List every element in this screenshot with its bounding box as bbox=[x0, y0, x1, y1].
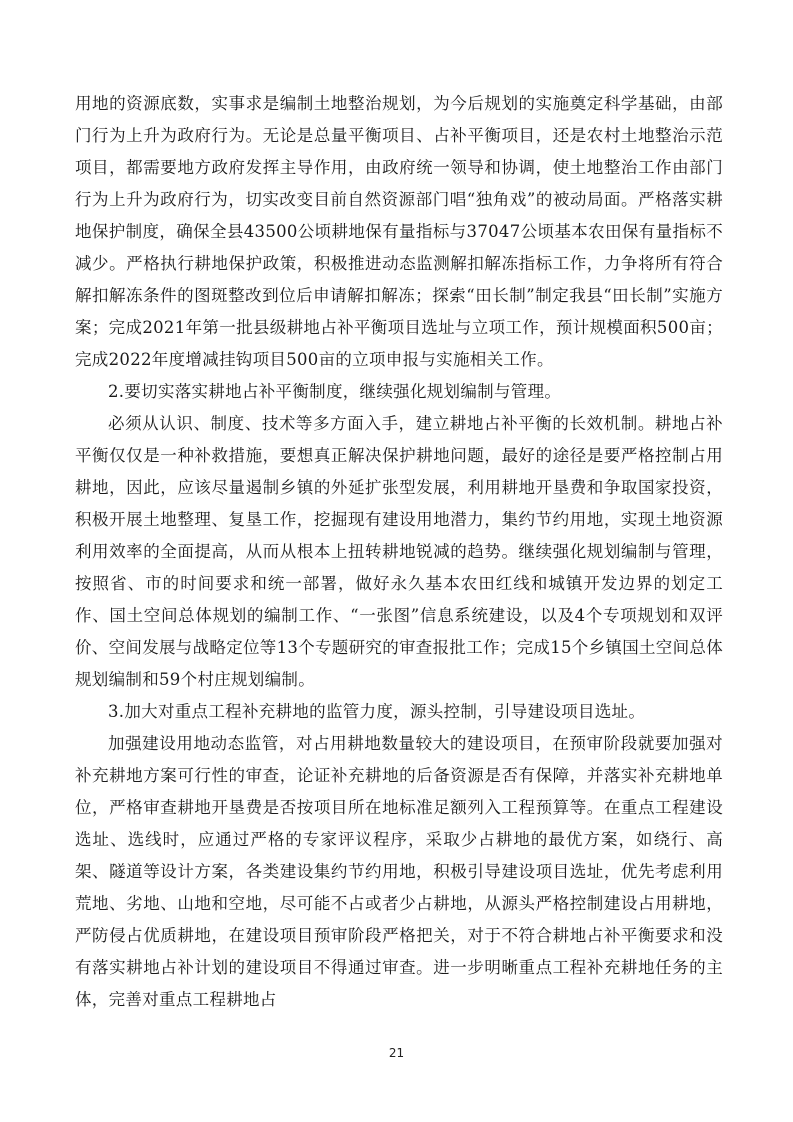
paragraph-continuation: 用地的资源底数，实事求是编制土地整治规划，为今后规划的实施奠定科学基础，由部门行为上升为政府行为。无论是总量平衡项目、占补平衡项目，还是农村土地整治示范项目，都需要地方政府发挥主导作用，由政府统一领导和协调，使土地整治工作由部门行为上升为政府行为，切实改变目前自然资源部门唱“独角戏”的被动局面。严格落实耕地保护制度，确保全县43500公顷耕地保有量指标与37047公顷基本农田保有量指标不减少。严格执行耕地保护政策，积极推进动态监测解扣解冻指标工作，力争将所有符合解扣解冻条件的图斑整改到位后申请解扣解冻；探索“田长制”制定我县“田长制”实施方案；完成2021年第一批县级耕地占补平衡项目选址与立项工作，预计规模面积500亩；完成2022年度增减挂钩项目500亩的立项申报与实施相关工作。 bbox=[75, 94, 723, 369]
section-heading-3: 3.加大对重点工程补充耕地的监管力度，源头控制，引导建设项目选址。 bbox=[108, 702, 646, 721]
paragraph-section-2: 必须从认识、制度、技术等多方面入手，建立耕地占补平衡的长效机制。耕地占补平衡仅仅是一种补救措施，要想真正解决保护耕地问题，最好的途径是要严格控制占用耕地，因此，应该尽量遏制乡镇的外延扩张型发展，利用耕地开垦费和争取国家投资，积极开展土地整理、复垦工作，挖掘现有建设用地潜力，集约节约用地，实现土地资源利用效率的全面提高，从而从根本上扭转耕地锐减的趋势。继续强化规划编制与管理，按照省、市的时间要求和统一部署，做好永久基本农田红线和城镇开发边界的划定工作、国土空间总体规划的编制工作、“一张图”信息系统建设，以及4个专项规划和双评价、空间发展与战略定位等13个专题研究的审查报批工作；完成15个乡镇国土空间总体规划编制和59个村庄规划编制。 bbox=[75, 414, 723, 689]
paragraph-section-3: 加强建设用地动态监管，对占用耕地数量较大的建设项目，在预审阶段就要加强对补充耕地方案可行性的审查，论证补充耕地的后备资源是否有保障，并落实补充耕地单位，严格审查耕地开垦费是否按项目所在地标准足额列入工程预算等。在重点工程建设选址、选线时，应通过严格的专家评议程序，采取少占耕地的最优方案，如绕行、高架、隧道等设计方案，各类建设集约节约用地，积极引导建设项目选址，优先考虑利用荒地、劣地、山地和空地，尽可能不占或者少占耕地，从源头严格控制建设占用耕地，严防侵占优质耕地，在建设项目预审阶段严格把关，对于不符合耕地占补平衡要求和没有落实耕地占补计划的建设项目不得通过审查。进一步明晰重点工程补充耕地任务的主体，完善对重点工程耕地占 bbox=[75, 734, 723, 1009]
section-heading-2: 2.要切实落实耕地占补平衡制度，继续强化规划编制与管理。 bbox=[108, 382, 562, 401]
page-number: 21 bbox=[388, 1046, 405, 1060]
document-body bbox=[75, 88, 723, 1016]
